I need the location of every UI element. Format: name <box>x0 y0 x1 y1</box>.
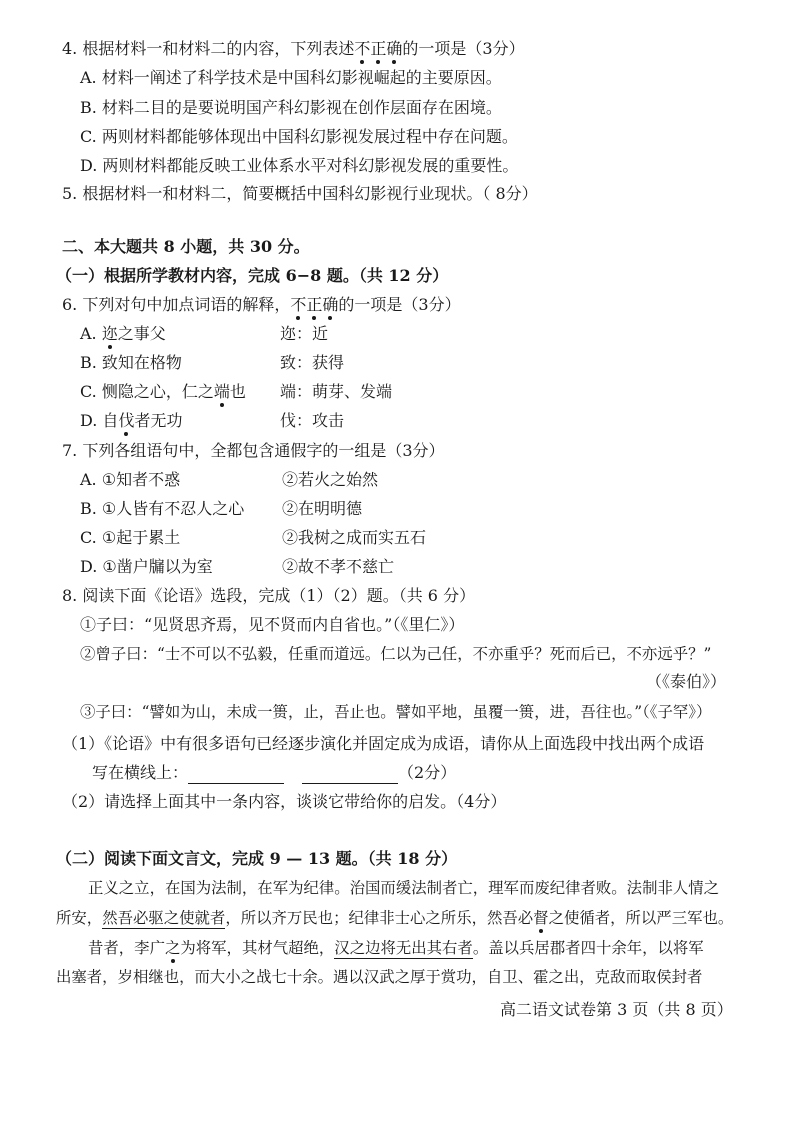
q4-option-a: A. 材料一阐述了科学技术是中国科幻影视崛起的主要原因。 <box>80 68 502 87</box>
q6-gloss-c: 端：萌芽、发端 <box>280 382 393 401</box>
q4-stem: 4. 根据材料一和材料二的内容，下列表述不正确的一项是（3分） <box>62 39 525 58</box>
q6-gloss-a: 迩：近 <box>280 324 329 343</box>
section2-part1: （一）根据所学教材内容，完成 6−8 题。（共 12 分） <box>56 266 449 285</box>
q6-option-b: B. 致知在格物 <box>80 353 182 372</box>
q6-option-d: D. 自伐者无功 <box>80 411 183 430</box>
q8-sub1-line2: 写在横线上： （2分） <box>92 763 457 782</box>
q8-quote-2: ②曾子曰：“士不可以不弘毅，任重而道远。仁以为己任，不亦重乎？死而后已，不亦远乎？” <box>80 645 712 663</box>
q7-option-c-2: ②我树之成而实五石 <box>282 528 427 547</box>
underlined-sentence-2: 汉之边将无出其右者 <box>334 939 473 957</box>
q8-quote-3: ③子曰：“譬如为山，未成一篑，止，吾止也。譬如平地，虽覆一篑，进，吾往也。”（《子罕》） <box>80 703 712 721</box>
q5-stem: 5. 根据材料一和材料二，简要概括中国科幻影视行业现状。（ 8分） <box>62 184 538 203</box>
answer-blank-1[interactable] <box>188 769 284 784</box>
underlined-sentence-1: 然吾必驱之使就者 <box>102 909 226 927</box>
q7-stem: 7. 下列各组语句中，全都包含通假字的一组是（3分） <box>62 441 445 460</box>
q7-option-d: D. ①凿户牖以为室 <box>80 557 213 576</box>
q6-option-c: C. 恻隐之心，仁之端也 <box>80 382 246 401</box>
q4-option-c: C. 两则材料都能够体现出中国科幻影视发展过程中存在问题。 <box>80 127 518 146</box>
q7-option-a-2: ②若火之始然 <box>282 470 379 489</box>
q6-option-a: A. 迩之事父 <box>80 324 166 343</box>
answer-blank-2[interactable] <box>302 769 398 784</box>
q7-option-a: A. ①知者不惑 <box>80 470 181 489</box>
q7-option-c: C. ①起于累土 <box>80 528 181 547</box>
q4-option-b: B. 材料二目的是要说明国产科幻影视在创作层面存在困境。 <box>80 98 502 117</box>
q7-option-d-2: ②故不孝不慈亡 <box>282 557 395 576</box>
section2-title: 二、本大题共 8 小题，共 30 分。 <box>62 237 310 256</box>
part2-title: （二）阅读下面文言文，完成 9 — 13 题。（共 18 分） <box>56 849 458 868</box>
q6-gloss-d: 伐：攻击 <box>280 411 345 430</box>
q8-sub2: （2）请选择上面其中一条内容，谈谈它带给你的启发。（4分） <box>62 792 507 811</box>
page-footer: 高二语文试卷第 3 页（共 8 页） <box>500 1000 733 1019</box>
q8-quote-1: ①子曰：“见贤思齐焉，见不贤而内自省也。”（《里仁》） <box>80 615 465 634</box>
q7-option-b: B. ①人皆有不忍人之心 <box>80 499 245 518</box>
passage-line-4: 出塞者，岁相继也，而大小之战七十余。遇以汉武之厚于赏功，自卫、霍之出，克敌而取侯封者 <box>56 968 703 986</box>
q8-stem: 8. 阅读下面《论语》选段，完成（1）（2）题。（共 6 分） <box>62 586 476 605</box>
passage-line-1: 正义之立，在国为法制，在军为纪律。治国而缓法制者亡，理军而废纪律者败。法制非人情之 <box>88 879 720 897</box>
q6-gloss-b: 致：获得 <box>280 353 345 372</box>
q8-quote-2-source: （《泰伯》） <box>646 672 727 691</box>
passage-line-3: 昔者，李广之为将军，其材气超绝，汉之边将无出其右者。盖以兵居郡者四十余年，以将军 <box>88 939 704 957</box>
q6-stem: 6. 下列对句中加点词语的解释，不正确的一项是（3分） <box>62 295 461 314</box>
q8-sub1-line1: （1）《论语》中有很多语句已经逐步演化并固定成为成语，请你从上面选段中找出两个成语 <box>62 734 705 753</box>
passage-line-2: 所安，然吾必驱之使就者，所以齐万民也；纪律非士心之所乐，然吾必督之使循者，所以严三军也。 <box>56 909 734 927</box>
q7-option-b-2: ②在明明德 <box>282 499 363 518</box>
q4-option-d: D. 两则材料都能反映工业体系水平对科幻影视发展的重要性。 <box>80 156 519 175</box>
